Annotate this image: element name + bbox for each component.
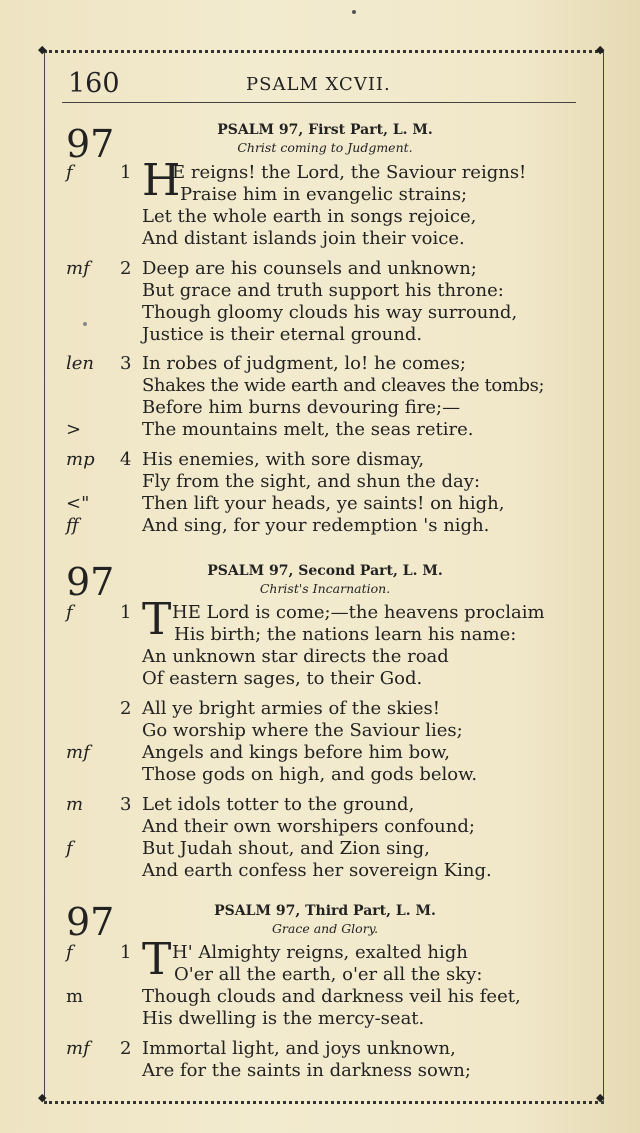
hymn-line: His enemies, with sore dismay,	[142, 449, 425, 470]
dynamic-mark: f	[66, 838, 73, 859]
hymn-line: Are for the saints in darkness sown;	[142, 1060, 471, 1081]
hymn-line: And distant islands join their voice.	[142, 228, 465, 249]
hymn-line: The mountains melt, the seas retire.	[142, 419, 474, 440]
hymn-heading	[130, 122, 520, 155]
page-number: 160	[68, 68, 120, 99]
dynamic-mark: len	[66, 353, 95, 374]
hymn-heading	[130, 563, 520, 596]
hymn-subtitle: Christ coming to Judgment.	[237, 140, 413, 155]
hymn-subtitle: Christ's Incarnation.	[259, 581, 391, 596]
verse-number: 2	[120, 258, 132, 279]
hymn-line: E reigns! the Lord, the Saviour reigns!	[172, 162, 527, 183]
hymn-line: Then lift your heads, ye saints! on high,	[142, 493, 505, 514]
verse-number: 3	[120, 353, 132, 374]
dynamic-mark: mp	[66, 449, 95, 470]
drop-cap: T	[142, 934, 172, 985]
psalm-number: 97	[66, 122, 115, 166]
hymn-line: Go worship where the Saviour lies;	[142, 720, 463, 741]
hymn-line: And their own worshipers confound;	[142, 816, 475, 837]
psalm-number: 97	[66, 560, 115, 604]
verse-number: 4	[120, 449, 132, 470]
hymn-line: Though gloomy clouds his way surround,	[142, 302, 518, 323]
hymn-line: Let idols totter to the ground,	[142, 794, 415, 815]
hymn-line: Angels and kings before him bow,	[142, 742, 450, 763]
verse-number: 3	[120, 794, 132, 815]
dynamic-mark: f	[66, 162, 73, 183]
hymn-line: Fly from the sight, and shun the day:	[142, 471, 481, 492]
dynamic-mark: m	[66, 986, 84, 1007]
hymn-line: But Judah shout, and Zion sing,	[142, 838, 430, 859]
hymn-line: Those gods on high, and gods below.	[142, 764, 478, 785]
hymn-line: Before him burns devouring fire;—	[142, 397, 461, 418]
psalm-number: 97	[66, 900, 115, 944]
hymn-line: And sing, for your redemption 's nigh.	[142, 515, 490, 536]
paper-speck	[83, 322, 87, 326]
verse-number: 1	[120, 942, 132, 963]
dynamic-mark: mf	[66, 258, 90, 279]
hymn-line: But grace and truth support his throne:	[142, 280, 504, 301]
dynamic-mark: >	[66, 419, 82, 440]
hymn-line: Let the whole earth in songs rejoice,	[142, 206, 477, 227]
running-head	[62, 66, 576, 103]
hymn-line: Justice is their eternal ground.	[142, 324, 423, 345]
hymn-line: HE Lord is come;—the heavens proclaim	[172, 602, 545, 623]
corner-ornament-icon: ◆	[596, 43, 605, 56]
hymn-title: PSALM 97, Third Part, L. M.	[214, 903, 436, 919]
verse-number: 2	[120, 1038, 132, 1059]
hymn-line: His birth; the nations learn his name:	[174, 624, 517, 645]
verse-number: 1	[120, 162, 132, 183]
dynamic-mark: f	[66, 942, 73, 963]
hymn-line: O'er all the earth, o'er all the sky:	[174, 964, 483, 985]
corner-ornament-icon: ◆	[38, 43, 47, 56]
dynamic-mark: mf	[66, 1038, 90, 1059]
dynamic-mark: f	[66, 602, 73, 623]
hymn-line: Though clouds and darkness veil his feet,	[142, 986, 521, 1007]
dynamic-mark: mf	[66, 742, 90, 763]
hymn-line: An unknown star directs the road	[142, 646, 449, 667]
verse-number: 1	[120, 602, 132, 623]
hymn-line: And earth confess her sovereign King.	[142, 860, 492, 881]
corner-ornament-icon: ◆	[596, 1091, 605, 1104]
running-title: PSALM XCVII.	[246, 74, 391, 95]
corner-ornament-icon: ◆	[38, 1091, 47, 1104]
hymn-line: His dwelling is the mercy-seat.	[142, 1008, 425, 1029]
hymn-line: Shakes the wide earth and cleaves the tombs;	[142, 375, 545, 396]
hymn-line: Deep are his counsels and unknown;	[142, 258, 477, 279]
drop-cap: H	[142, 155, 181, 206]
verse-number: 2	[120, 698, 132, 719]
dynamic-mark: ff	[66, 515, 79, 536]
dynamic-mark: m	[66, 794, 84, 815]
drop-cap: T	[142, 594, 172, 645]
hymn-line: H' Almighty reigns, exalted high	[172, 942, 468, 963]
hymn-line: All ye bright armies of the skies!	[142, 698, 440, 719]
hymn-title: PSALM 97, Second Part, L. M.	[207, 563, 443, 579]
hymn-line: Praise him in evangelic strains;	[180, 184, 468, 205]
hymn-line: In robes of judgment, lo! he comes;	[142, 353, 466, 374]
ink-dot	[352, 10, 356, 14]
hymn-title: PSALM 97, First Part, L. M.	[217, 122, 433, 138]
dynamic-mark: <"	[66, 493, 90, 514]
hymn-subtitle: Grace and Glory.	[271, 921, 379, 936]
hymn-line: Of eastern sages, to their God.	[142, 668, 423, 689]
hymn-heading	[130, 903, 520, 936]
hymn-line: Immortal light, and joys unknown,	[142, 1038, 456, 1059]
